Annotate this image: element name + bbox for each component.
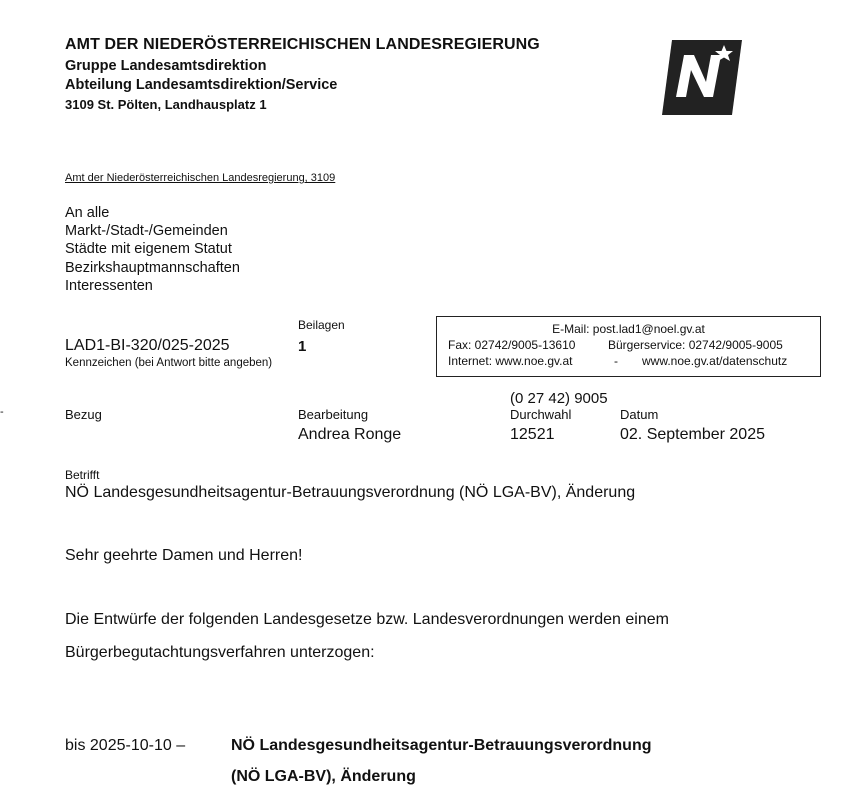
extension-label: Durchwahl: [510, 407, 572, 422]
attachments-label: Beilagen: [298, 318, 345, 332]
sender-return-address: Amt der Niederösterreichischen Landesregierung, 3109: [65, 172, 336, 184]
deadline-title: NÖ Landesgesundheitsagentur-Betrauungsverordnung: [231, 737, 652, 754]
recipient-line: Bezirkshauptmannschaften: [65, 260, 240, 276]
contact-box: [436, 316, 821, 377]
group-name: Gruppe Landesamtsdirektion: [65, 58, 267, 74]
reference-number: LAD1-BI-320/025-2025: [65, 337, 230, 354]
deadline-title: (NÖ LGA-BV), Änderung: [231, 768, 416, 785]
recipient-line: Markt-/Stadt-/Gemeinden: [65, 223, 228, 239]
privacy-link[interactable]: www.noe.gv.at/datenschutz: [642, 354, 788, 368]
phone-prefix: (0 27 42) 9005: [510, 390, 608, 407]
handler-label: Bearbeitung: [298, 407, 369, 422]
extension-number: 12521: [510, 426, 555, 443]
margin-mark: -: [0, 406, 4, 418]
contact-internet[interactable]: Internet: www.noe.gv.at: [448, 354, 573, 368]
org-title: AMT DER NIEDERÖSTERREICHISCHEN LANDESREGIERUNG: [65, 36, 540, 53]
date-label: Datum: [620, 407, 659, 422]
contact-email[interactable]: E-Mail: post.lad1@noel.gv.at: [552, 322, 705, 336]
org-address: 3109 St. Pölten, Landhausplatz 1: [65, 97, 267, 112]
contact-service-phone: Bürgerservice: 02742/9005-9005: [608, 338, 783, 352]
letter-date: 02. September 2025: [620, 426, 765, 443]
department-name: Abteilung Landesamtsdirektion/Service: [65, 77, 338, 93]
subject-label: Betrifft: [65, 468, 100, 482]
contact-separator: -: [614, 354, 618, 368]
subject-text: NÖ Landesgesundheitsagentur-Betrauungsverordnung (NÖ LGA-BV), Änderung: [65, 484, 636, 501]
recipient-line: An alle: [65, 205, 110, 221]
contact-fax: Fax: 02742/9005-13610: [448, 338, 576, 352]
greeting: Sehr geehrte Damen und Herren!: [65, 547, 303, 564]
attachments-count: 1: [298, 338, 307, 355]
recipient-line: Städte mit eigenem Statut: [65, 241, 232, 257]
deadline-date: bis 2025-10-10 –: [65, 737, 186, 754]
handler-name: Andrea Ronge: [298, 426, 402, 443]
reference-label: Bezug: [65, 407, 102, 422]
body-paragraph-line: Die Entwürfe der folgenden Landesgesetze bzw. Landesverordnungen werden einem: [65, 611, 669, 628]
body-paragraph-line: Bürgerbegutachtungsverfahren unterzogen:: [65, 644, 375, 661]
recipient-line: Interessenten: [65, 278, 153, 294]
noe-logo-icon: [662, 40, 742, 115]
reference-note: Kennzeichen (bei Antwort bitte angeben): [65, 357, 273, 369]
